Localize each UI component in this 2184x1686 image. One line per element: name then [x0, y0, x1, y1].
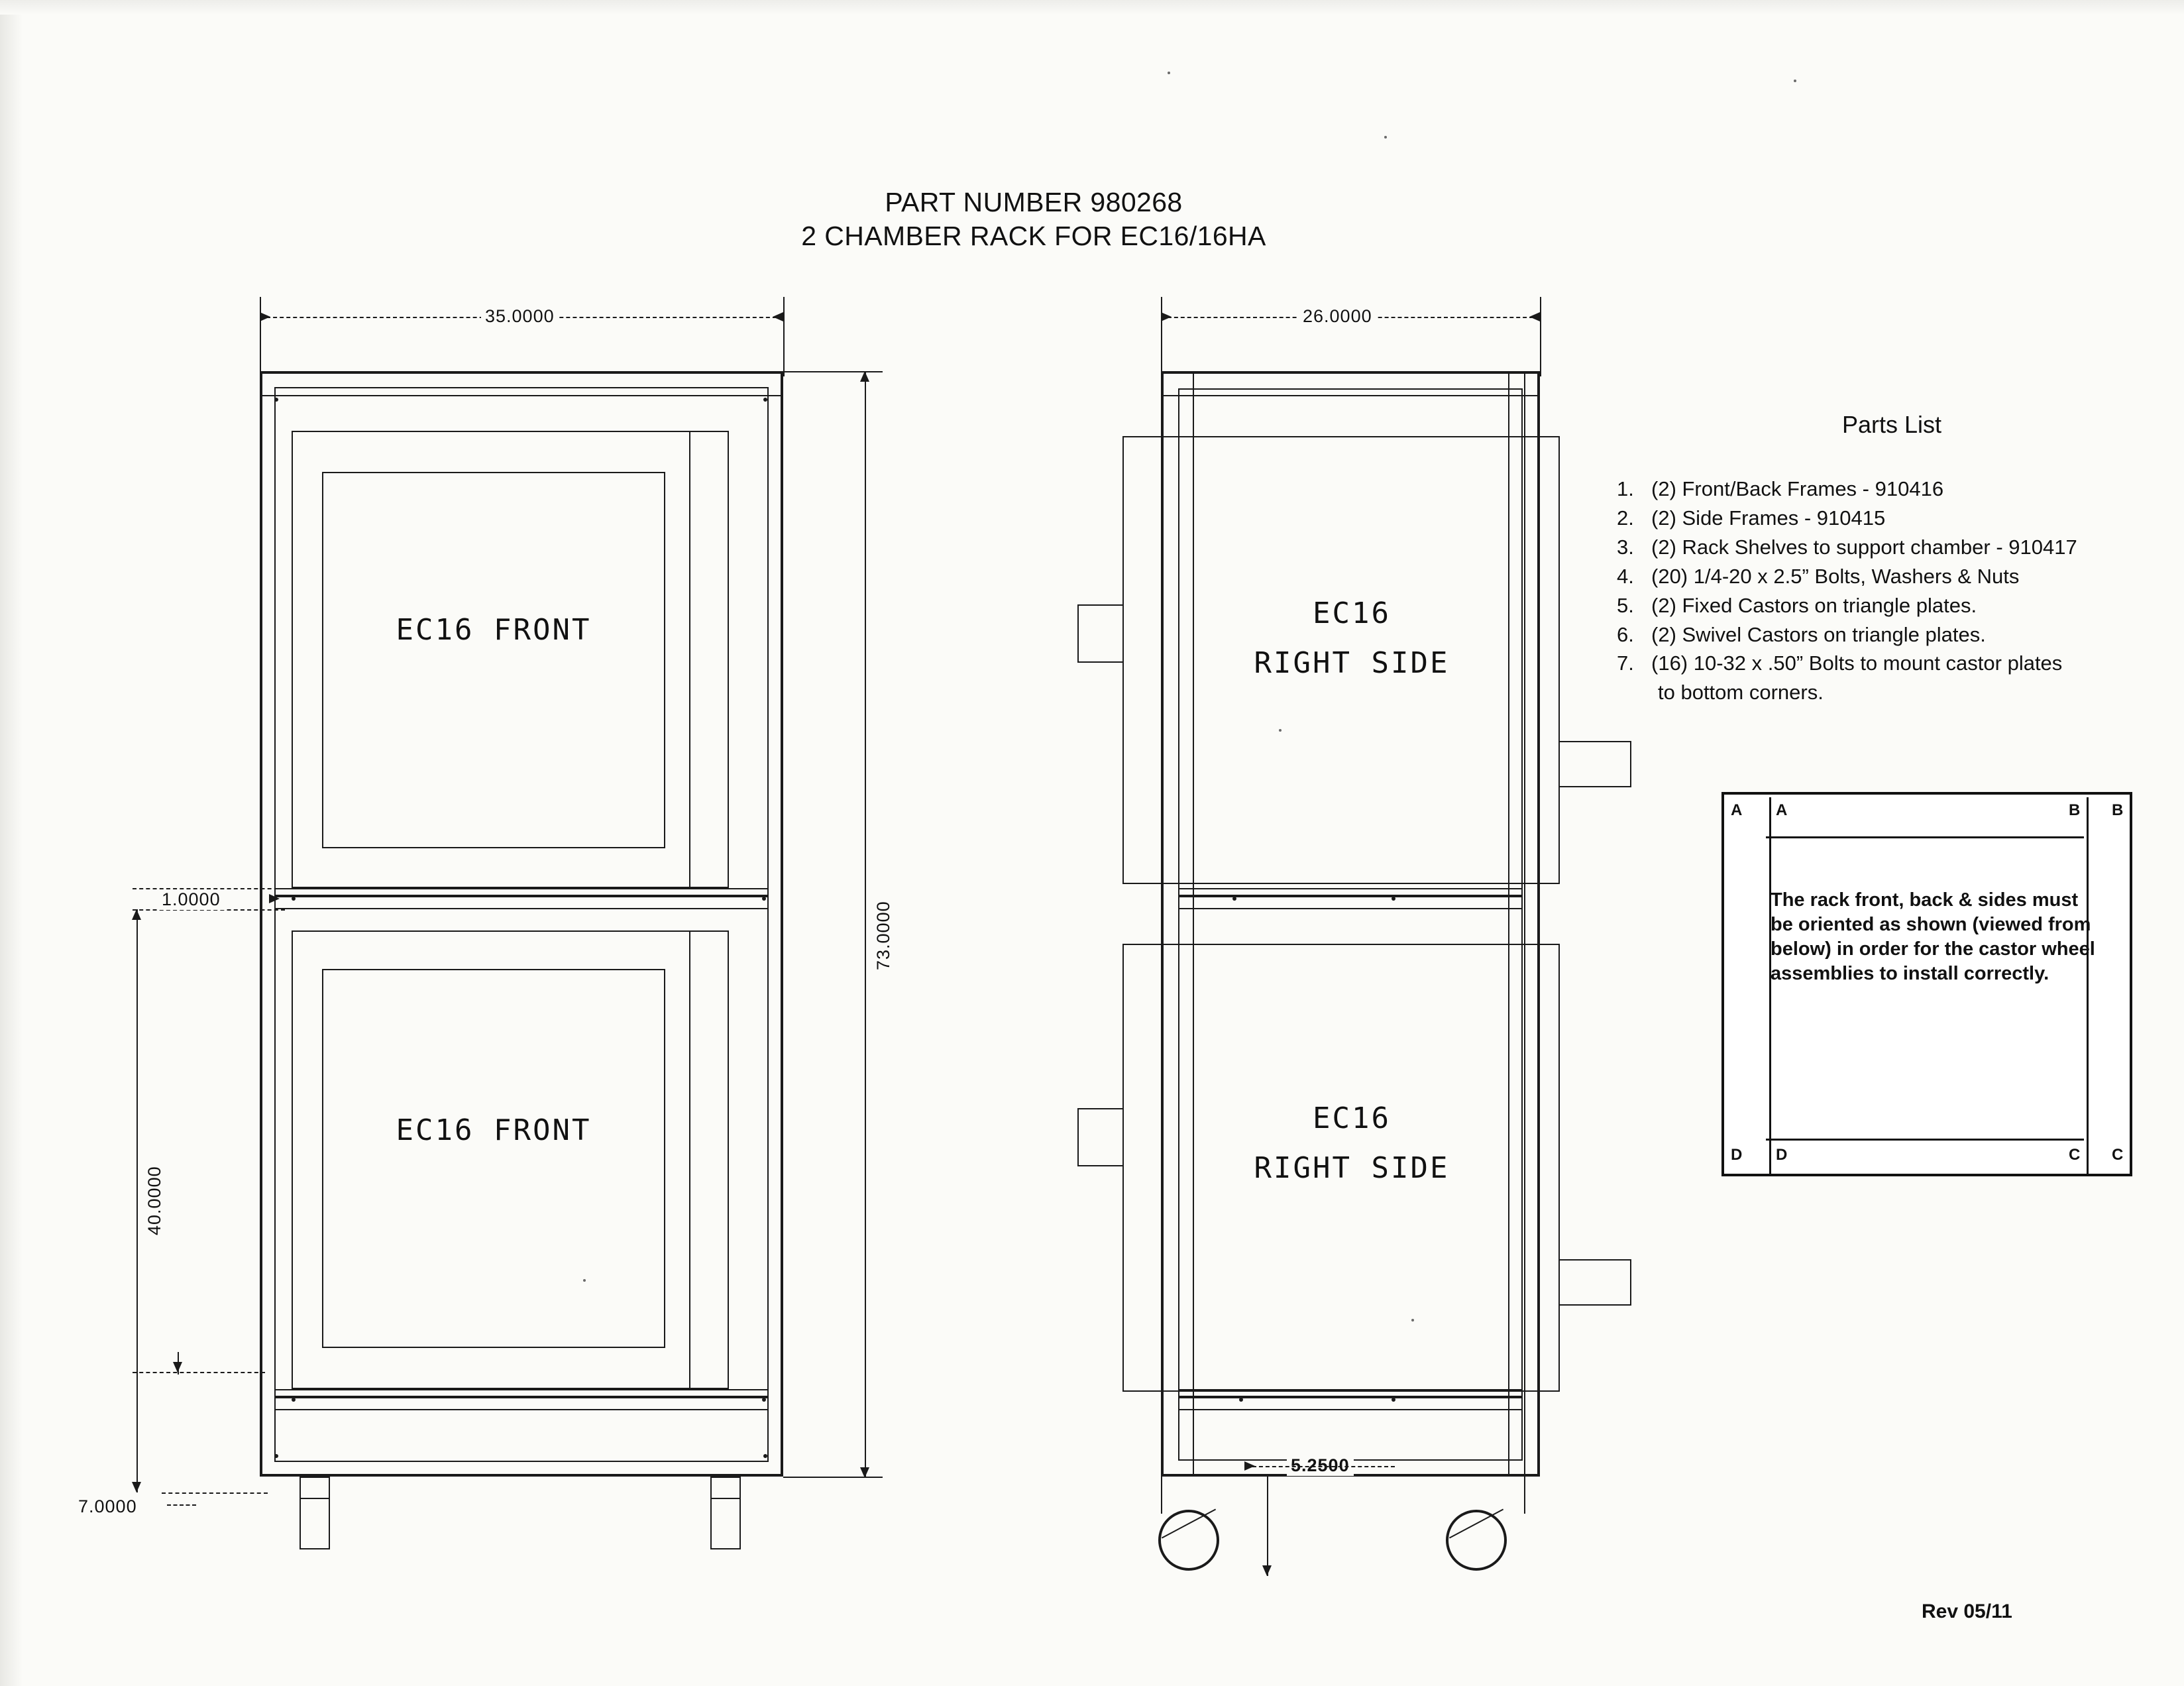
parts-list-item	[1617, 476, 2147, 503]
side-top-rail	[1161, 395, 1540, 396]
base-rail-bottom	[1178, 1409, 1523, 1410]
dim-castor-offset: 5.2500	[1287, 1455, 1354, 1476]
dim-front-height: 73.0000	[873, 897, 894, 974]
orientation-bottom-rule	[1766, 1139, 2084, 1141]
dim-ext-line	[783, 1477, 883, 1478]
dim-front-width: 35.0000	[481, 306, 559, 327]
front-castor-right	[710, 1477, 741, 1549]
shelf-bottom-line	[274, 908, 769, 909]
corner-label-d-outer: D	[1731, 1146, 1743, 1164]
dim-ext-line	[162, 1492, 268, 1494]
shelf-bottom-line	[1178, 908, 1523, 909]
title-description: 2 CHAMBER RACK FOR EC16/16HA	[801, 220, 1266, 251]
dim-ext-line	[133, 1372, 265, 1373]
dim-arrow	[132, 909, 141, 920]
fastener-dot	[292, 897, 296, 901]
dim-base-height: 7.0000	[74, 1496, 141, 1517]
dim-ext-line	[1161, 297, 1162, 376]
fastener-dot	[274, 398, 278, 402]
parts-item-text: (2) Fixed Castors on triangle plates.	[1651, 593, 1977, 617]
frame-top-rail	[260, 395, 783, 396]
orientation-note-text: The rack front, back & sides must be oriented as shown (viewed from below) in order for the castor wheel assemblies to install correctly.	[1771, 889, 2095, 985]
parts-item-continuation: to bottom corners.	[1658, 681, 1824, 704]
scan-speck	[1168, 72, 1170, 74]
dim-arrow	[173, 1362, 182, 1373]
scan-speck	[1794, 80, 1796, 82]
dim-arrow	[773, 312, 783, 321]
dim-ext-line	[1267, 1477, 1268, 1576]
parts-item-number: 5.	[1617, 593, 1634, 617]
parts-item-number: 1.	[1617, 477, 1634, 500]
shelf-plate	[1178, 895, 1523, 897]
upper-chamber-duct	[1558, 741, 1631, 787]
castor-mount	[1161, 1477, 1162, 1514]
lower-chamber-duct	[1558, 1259, 1631, 1306]
dim-arrow	[260, 312, 270, 321]
parts-item-number: 3.	[1617, 535, 1634, 559]
dim-arrow	[1244, 1461, 1255, 1471]
castor-detail	[300, 1498, 330, 1499]
dim-lower-chamber: 40.0000	[144, 1162, 165, 1239]
fastener-dot	[763, 1454, 767, 1458]
fastener-dot	[274, 1454, 278, 1458]
parts-item-number: 4.	[1617, 564, 1634, 588]
fastener-dot	[1392, 1398, 1395, 1402]
frame-stile	[689, 431, 690, 888]
upper-chamber-label-line2: RIGHT SIDE	[1254, 646, 1450, 680]
corner-label-d-inner: D	[1776, 1146, 1788, 1164]
parts-item-text: (16) 10-32 x .50” Bolts to mount castor plates	[1651, 651, 2063, 675]
parts-item-text: (2) Swivel Castors on triangle plates.	[1651, 622, 1986, 646]
castor-wheel-left	[1158, 1510, 1219, 1571]
dim-ext-line	[783, 297, 785, 376]
lower-chamber-label-line2: RIGHT SIDE	[1254, 1151, 1450, 1185]
dim-line-height	[865, 371, 866, 1478]
corner-label-b-inner: B	[2069, 801, 2081, 819]
dim-ext-line	[783, 371, 883, 372]
parts-list-item	[1617, 650, 2147, 677]
fastener-dot	[762, 1398, 766, 1402]
upper-chamber-label: EC16 FRONT	[396, 613, 592, 647]
dim-arrow	[132, 1482, 141, 1492]
parts-item-number: 7.	[1617, 651, 1634, 675]
corner-label-a-outer: A	[1731, 801, 1743, 819]
upper-chamber-label-line1: EC16	[1313, 596, 1391, 630]
shelf-top-line	[274, 888, 769, 889]
dim-shelf-gap: 1.0000	[158, 889, 225, 910]
revision-label: Rev 05/11	[1922, 1601, 2012, 1622]
lower-chamber-handle	[1077, 1108, 1124, 1166]
parts-item-text: (2) Side Frames - 910415	[1651, 506, 1886, 530]
castor-mount	[1524, 1477, 1525, 1514]
base-rail-bottom	[274, 1409, 769, 1410]
parts-list-item	[1617, 592, 2147, 620]
dim-line-lower	[136, 909, 138, 1492]
fastener-dot	[1239, 1398, 1243, 1402]
fastener-dot	[763, 398, 767, 402]
parts-item-number: 6.	[1617, 622, 1634, 646]
dim-arrow	[269, 894, 280, 903]
dim-side-depth: 26.0000	[1299, 306, 1376, 327]
parts-item-number: 2.	[1617, 506, 1634, 530]
shelf-plate	[274, 895, 769, 897]
parts-list-item	[1617, 534, 2147, 561]
corner-label-c-inner: C	[2069, 1146, 2081, 1164]
drawing-title	[716, 186, 1352, 253]
orientation-inner-frame	[1769, 797, 2089, 1176]
lower-chamber-door	[322, 969, 665, 1348]
fastener-dot	[1232, 897, 1236, 901]
castor-detail	[710, 1498, 741, 1499]
scan-speck	[1384, 136, 1387, 139]
shelf-top-line	[1178, 888, 1523, 889]
orientation-top-rule	[1766, 836, 2084, 838]
front-castor-left	[300, 1477, 330, 1549]
corner-label-b-outer: B	[2112, 801, 2124, 819]
fastener-dot	[292, 1398, 296, 1402]
frame-stile	[689, 930, 690, 1389]
dim-leader	[167, 1504, 196, 1506]
dim-arrow	[1529, 312, 1540, 321]
parts-item-text: (2) Rack Shelves to support chamber - 910417	[1651, 535, 2077, 559]
dim-line-castor	[1252, 1466, 1395, 1467]
fastener-dot	[1392, 897, 1395, 901]
parts-list-item	[1617, 563, 2147, 590]
upper-chamber-door	[322, 472, 665, 848]
parts-list-item	[1617, 622, 2147, 649]
parts-list-item	[1617, 505, 2147, 532]
parts-item-text: (20) 1/4-20 x 2.5” Bolts, Washers & Nuts	[1651, 564, 2020, 588]
base-plate	[1178, 1396, 1523, 1398]
dim-arrow	[860, 371, 869, 382]
parts-list-heading: Parts List	[1842, 411, 1942, 438]
dim-arrow	[1161, 312, 1172, 321]
castor-wheel-right	[1446, 1510, 1507, 1571]
base-plate	[274, 1396, 769, 1398]
title-part-number: PART NUMBER 980268	[885, 187, 1183, 217]
base-rail-top	[1178, 1389, 1523, 1390]
fastener-dot	[762, 897, 766, 901]
parts-list	[1617, 476, 2147, 706]
dim-arrow	[1262, 1565, 1272, 1576]
lower-chamber-label-line1: EC16	[1313, 1101, 1391, 1135]
dim-ext-line	[260, 297, 261, 376]
upper-chamber-handle	[1077, 604, 1124, 663]
parts-item-text: (2) Front/Back Frames - 910416	[1651, 477, 1944, 500]
corner-label-a-inner: A	[1776, 801, 1788, 819]
base-rail-top	[274, 1389, 769, 1390]
dim-ext-line	[1540, 297, 1541, 376]
lower-chamber-label: EC16 FRONT	[396, 1113, 592, 1147]
corner-label-c-outer: C	[2112, 1146, 2124, 1164]
